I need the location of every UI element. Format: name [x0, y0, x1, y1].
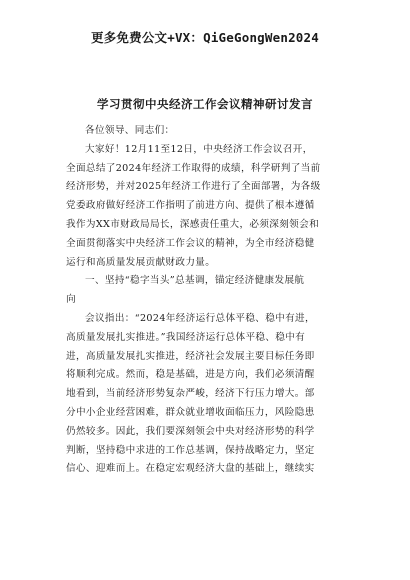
body-line: 我作为XX市财政局局长，深感责任重大，必须深刻领会和 — [66, 218, 320, 230]
body-line: 进，高质量发展扎实推进，经济社会发展主要目标任务即 — [66, 350, 315, 362]
body-line: 信心、迎难而上。在稳定宏观经济大盘的基础上，继续实 — [66, 463, 315, 475]
body-line: 会议指出：“2024年经济运行总体平稳、稳中有进， — [85, 312, 315, 324]
body-line: 地看到，当前经济形势复杂严峻，经济下行压力增大。部 — [66, 388, 315, 400]
body-line: 高质量发展扎实推进。”我国经济运行总体平稳、稳中有 — [66, 331, 306, 343]
body-line: 党委政府做好经济工作指明了前进方向、提供了根本遵循 — [66, 200, 315, 212]
body-line: 经济形势，并对2025年经济工作进行了全面部署，为各级 — [66, 181, 321, 193]
body-line: 仍然较多。因此，我们要深刻领会中央对经济形势的科学 — [66, 425, 315, 437]
body-line: 大家好！12月11至12日，中央经济工作会议召开， — [85, 143, 313, 155]
body-line: 将顺利完成。然而，稳是基础，进是方向，我们必须清醒 — [66, 369, 315, 381]
section-heading-line: 向 — [66, 294, 76, 306]
section-heading-line: 一、坚持“稳字当头”总基调，锚定经济健康发展航 — [85, 275, 305, 287]
body-line: 分中小企业经营困难，群众就业增收面临压力，风险隐患 — [66, 406, 315, 418]
body-line: 全面总结了2024年经济工作取得的成绩，科学研判了当前 — [66, 162, 321, 174]
promo-banner: 更多免费公文+VX：QiGeGongWen2024 — [91, 30, 319, 45]
body-line: 判断，坚持稳中求进的工作总基调，保持战略定力，坚定 — [66, 444, 315, 456]
salutation-line: 各位领导、同志们： — [85, 125, 175, 136]
body-line: 运行和高质量发展贡献财政力量。 — [66, 256, 216, 268]
document-title: 学习贯彻中央经济工作会议精神研讨发言 — [97, 97, 313, 111]
body-line: 全面贯彻落实中央经济工作会议的精神，为全市经济稳健 — [66, 237, 315, 249]
document-body — [66, 122, 346, 479]
